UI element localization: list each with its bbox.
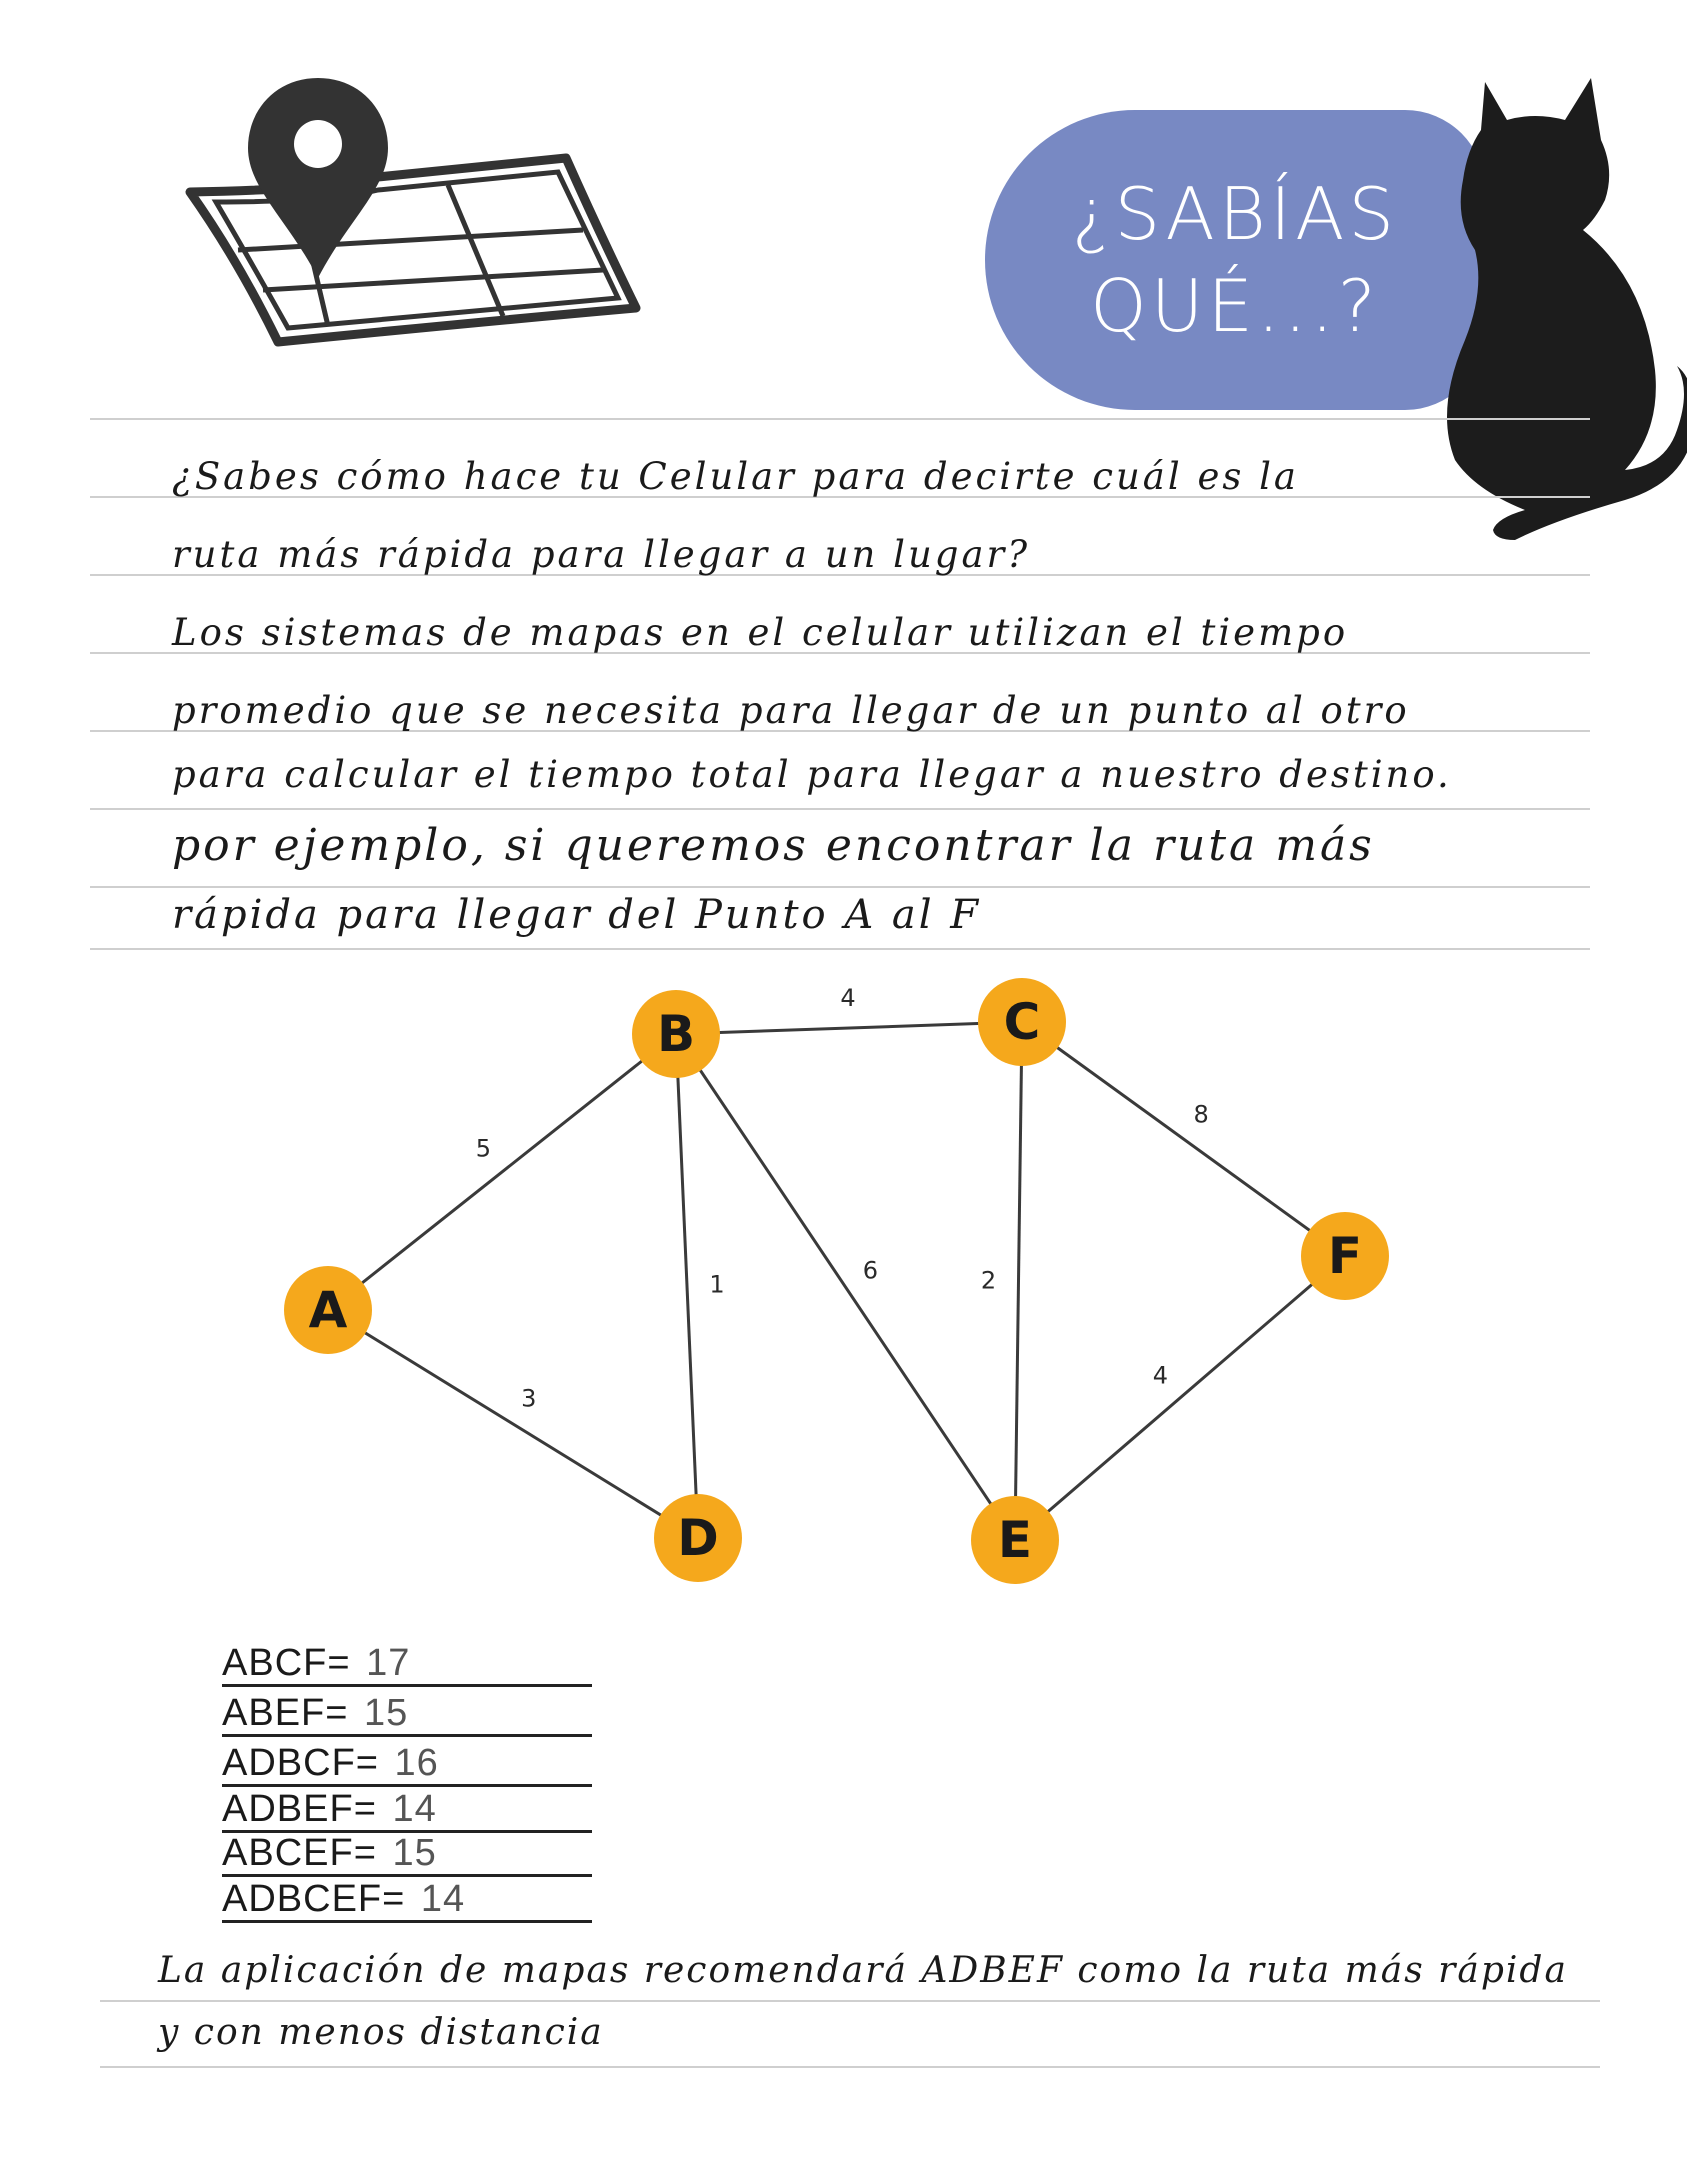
map-pin-icon bbox=[178, 70, 648, 350]
note-line-1: ¿Sabes cómo hace tu Celular para decirte cuál es la bbox=[172, 455, 1299, 498]
node-label: E bbox=[997, 1511, 1033, 1569]
route-total: 15 bbox=[392, 1832, 437, 1874]
route-name: ABCEF= bbox=[222, 1832, 377, 1874]
node-B bbox=[632, 990, 720, 1078]
note-line-5: para calcular el tiempo total para llegar a nuestro destino. bbox=[172, 753, 1452, 796]
route-item bbox=[222, 1832, 592, 1877]
route-name: ADBCEF= bbox=[222, 1878, 406, 1920]
node-label: B bbox=[656, 1005, 696, 1063]
edge-weight-AB: 5 bbox=[475, 1134, 491, 1163]
conclusion-line-2: y con menos distancia bbox=[158, 2012, 604, 2053]
edge-weight-CF: 8 bbox=[1193, 1100, 1209, 1129]
edge-weight-CE: 2 bbox=[980, 1266, 997, 1295]
route-name: ABCF= bbox=[222, 1642, 351, 1684]
badge-title-line1: ¿SABÍAS bbox=[1071, 172, 1399, 256]
conclusion-line-1: La aplicación de mapas recomendará ADBEF como la ruta más rápida bbox=[158, 1950, 1568, 1991]
edge-weight-BD: 1 bbox=[709, 1270, 725, 1299]
note-line-4: promedio que se necesita para llegar de un punto al otro bbox=[172, 689, 1410, 732]
node-label: A bbox=[308, 1281, 348, 1339]
route-total: 15 bbox=[364, 1692, 409, 1734]
edge-CE bbox=[1015, 1022, 1022, 1540]
route-total: 16 bbox=[394, 1742, 439, 1784]
edge-AB bbox=[328, 1034, 676, 1310]
node-label: F bbox=[1327, 1227, 1363, 1285]
note-line-2: ruta más rápida para llegar a un lugar? bbox=[172, 533, 1031, 576]
sabias-que-badge bbox=[985, 110, 1485, 410]
route-total: 14 bbox=[392, 1788, 437, 1830]
route-total: 14 bbox=[420, 1878, 466, 1920]
route-item bbox=[222, 1742, 592, 1787]
edge-AD bbox=[328, 1310, 698, 1538]
edge-BC bbox=[676, 1022, 1022, 1034]
route-name: ADBEF= bbox=[222, 1788, 377, 1830]
node-label: C bbox=[1003, 993, 1041, 1051]
edge-CF bbox=[1022, 1022, 1345, 1256]
node-F bbox=[1301, 1212, 1389, 1300]
node-C bbox=[978, 978, 1066, 1066]
route-name: ABEF= bbox=[222, 1692, 349, 1734]
note-line-7: rápida para llegar del Punto A al F bbox=[172, 892, 982, 938]
edge-weight-EF: 4 bbox=[1152, 1361, 1169, 1390]
route-item bbox=[222, 1788, 592, 1833]
edge-BE bbox=[676, 1034, 1015, 1540]
edge-weight-BC: 4 bbox=[840, 984, 856, 1013]
route-item bbox=[222, 1692, 592, 1737]
note-line-3: Los sistemas de mapas en el celular utilizan el tiempo bbox=[172, 611, 1349, 654]
node-label: D bbox=[677, 1509, 719, 1567]
edge-weight-BE: 6 bbox=[862, 1256, 879, 1285]
node-A bbox=[284, 1266, 372, 1354]
route-total: 17 bbox=[366, 1642, 411, 1684]
node-D bbox=[654, 1494, 742, 1582]
badge-title-line2: QUÉ...? bbox=[1090, 264, 1380, 348]
route-item bbox=[222, 1642, 592, 1687]
route-name: ADBCF= bbox=[222, 1742, 379, 1784]
edge-weight-AD: 3 bbox=[521, 1384, 537, 1413]
edge-EF bbox=[1015, 1256, 1345, 1540]
note-line-6: por ejemplo, si queremos encontrar la ruta más bbox=[172, 820, 1375, 871]
route-item bbox=[222, 1878, 592, 1923]
edge-BD bbox=[676, 1034, 698, 1538]
route-graph bbox=[0, 960, 1687, 1620]
node-E bbox=[971, 1496, 1059, 1584]
